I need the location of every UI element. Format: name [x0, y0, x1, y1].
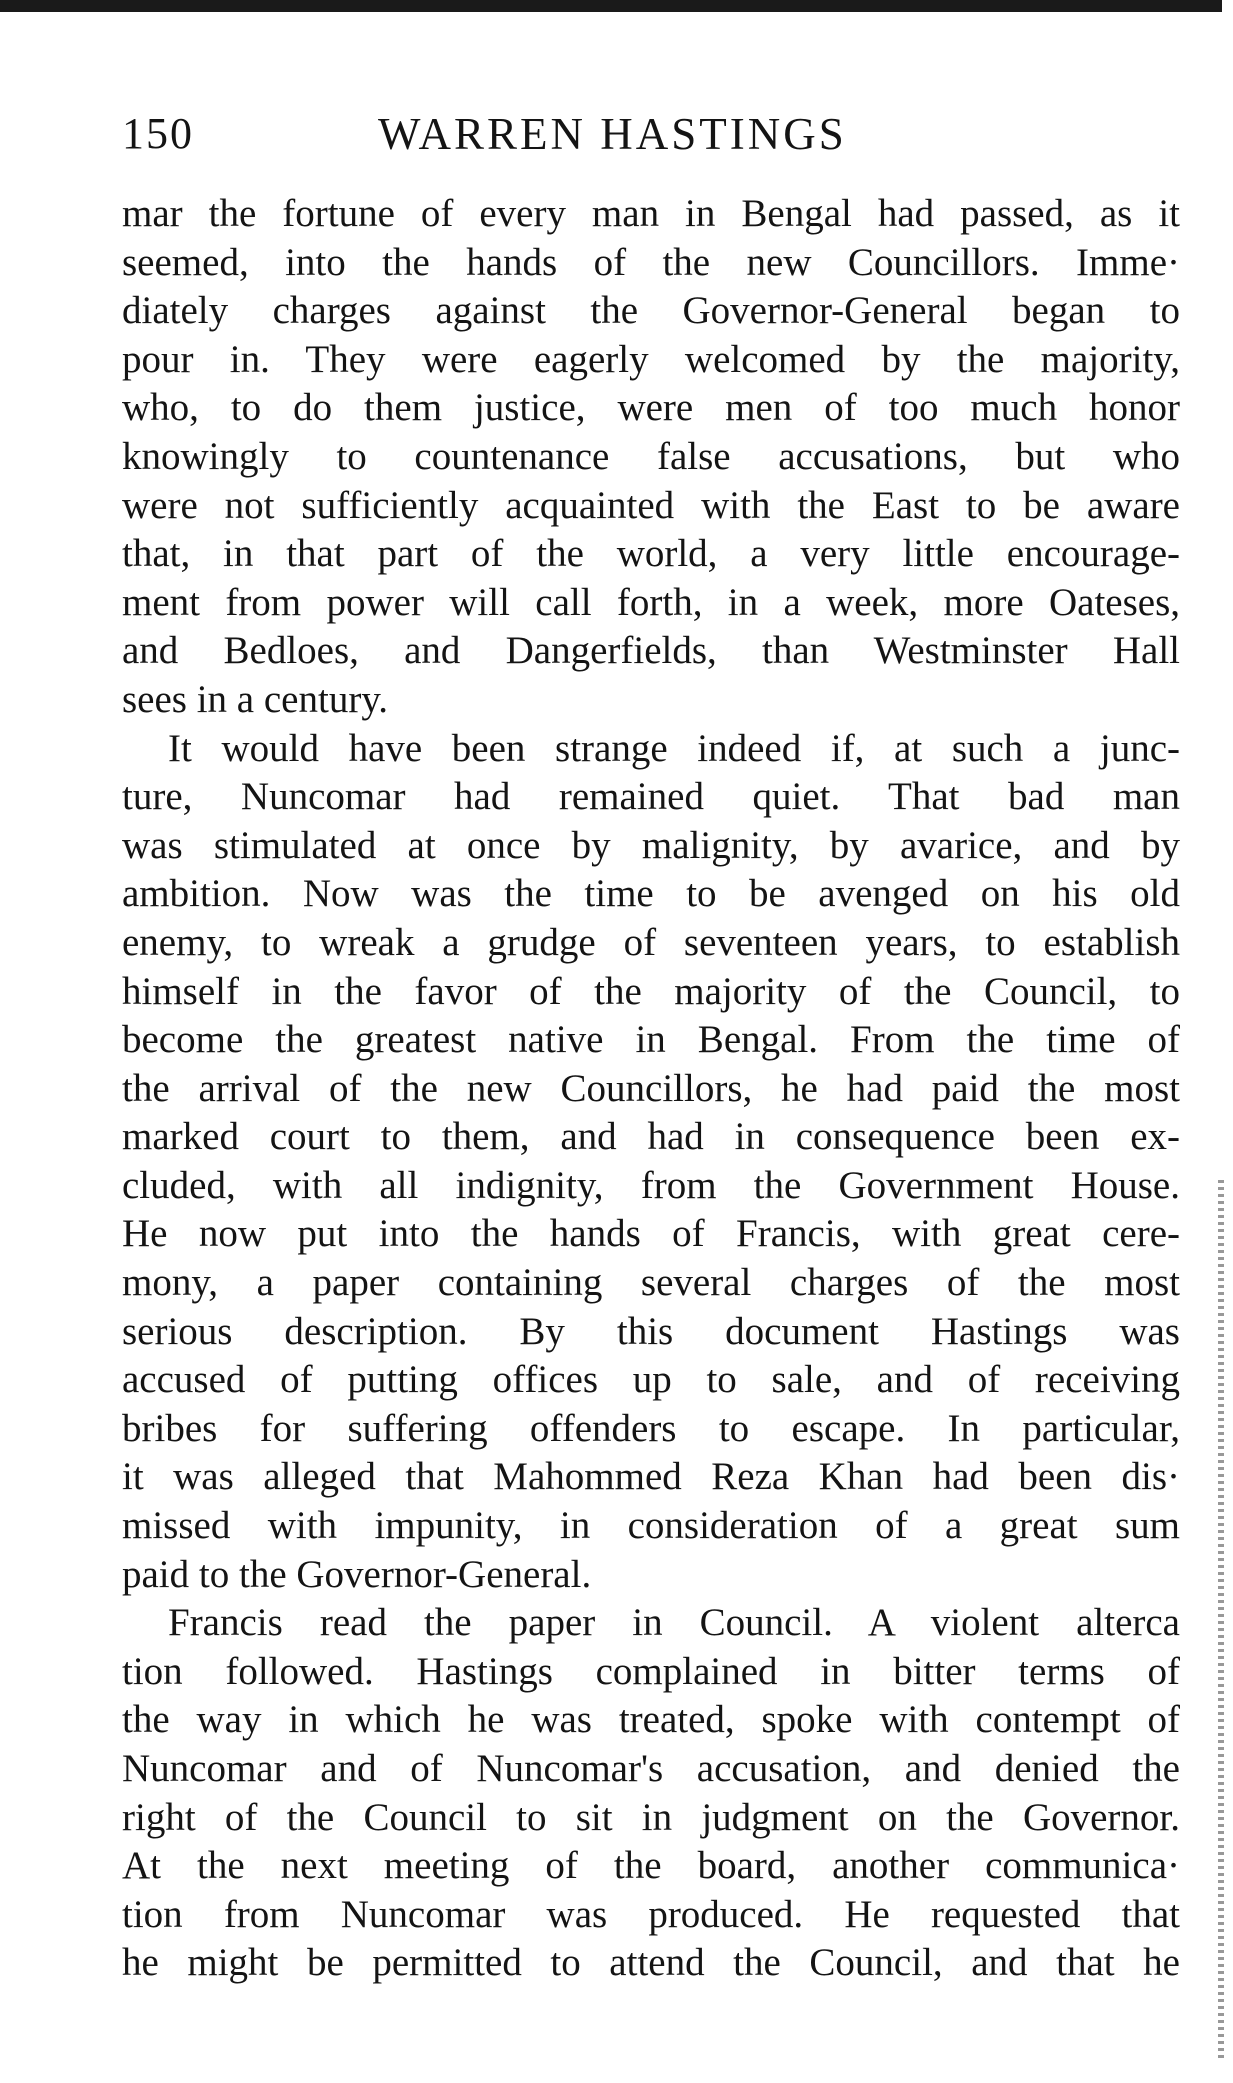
text-line: pour in. They were eagerly welcomed by the majority, — [122, 337, 1180, 381]
text-line: tion followed. Hastings complained in bitter terms of — [122, 1649, 1180, 1693]
text-line: bribes for suffering offenders to escape. In particular, — [122, 1406, 1180, 1450]
text-line: marked court to them, and had in consequence been ex- — [122, 1115, 1180, 1159]
text-line: mony, a paper containing several charges of the most — [122, 1261, 1180, 1305]
text-line: tion from Nuncomar was produced. He requested that — [122, 1892, 1180, 1936]
text-line: missed with impunity, in consideration of a great sum — [122, 1504, 1180, 1548]
text-line: and Bedloes, and Dangerfields, than Westminster Hall — [122, 629, 1180, 673]
paragraph-start-line: Francis read the paper in Council. A violent alterca — [168, 1601, 1180, 1645]
text-line: was stimulated at once by malignity, by avarice, and by — [122, 823, 1180, 867]
text-line: mar the fortune of every man in Bengal had passed, as it — [122, 192, 1180, 235]
text-line: he might be permitted to attend the Council, and that he — [122, 1941, 1180, 1985]
text-line: paid to the Governor-General. — [122, 1552, 592, 1596]
text-line: serious description. By this document Hastings was — [122, 1309, 1180, 1353]
text-line: become the greatest native in Bengal. From the time of — [122, 1018, 1180, 1062]
text-line: the way in which he was treated, spoke with contempt of — [122, 1698, 1180, 1742]
paragraph-start-line: It would have been strange indeed if, at such a junc- — [168, 726, 1180, 770]
text-line: He now put into the hands of Francis, with great cere- — [122, 1212, 1180, 1256]
text-line: the arrival of the new Councillors, he had paid the most — [122, 1066, 1180, 1110]
text-line: At the next meeting of the board, another communica· — [122, 1844, 1180, 1888]
running-head-title: WARREN HASTINGS — [378, 109, 847, 159]
text-line: ment from power will call forth, in a week, more Oateses, — [122, 580, 1180, 624]
body-text — [122, 190, 1180, 1988]
page-edge-shading — [1218, 1180, 1224, 2060]
text-line: ambition. Now was the time to be avenged on his old — [122, 872, 1180, 916]
text-line: it was alleged that Mahommed Reza Khan had been dis· — [122, 1455, 1180, 1499]
text-line: knowingly to countenance false accusations, but who — [122, 434, 1180, 478]
text-line: sees in a century. — [122, 677, 389, 721]
text-line: cluded, with all indignity, from the Government House. — [122, 1163, 1180, 1207]
text-line: accused of putting offices up to sale, and of receiving — [122, 1358, 1180, 1402]
top-rule — [0, 0, 1222, 12]
text-line: were not sufficiently acquainted with the East to be aware — [122, 483, 1180, 527]
running-head — [122, 108, 1182, 168]
text-line: who, to do them justice, were men of too much honor — [122, 386, 1180, 430]
text-line: seemed, into the hands of the new Councillors. Imme· — [122, 240, 1180, 284]
text-line: Nuncomar and of Nuncomar's accusation, and denied the — [122, 1747, 1180, 1790]
text-line: ture, Nuncomar had remained quiet. That bad man — [122, 775, 1180, 819]
text-line: right of the Council to sit in judgment on the Governor. — [122, 1795, 1180, 1839]
text-line: that, in that part of the world, a very little encourage- — [122, 532, 1180, 576]
page-number: 150 — [122, 109, 194, 158]
text-line: enemy, to wreak a grudge of seventeen years, to establish — [122, 920, 1180, 964]
text-line: diately charges against the Governor-General began to — [122, 289, 1180, 333]
text-line: himself in the favor of the majority of the Council, to — [122, 969, 1180, 1013]
